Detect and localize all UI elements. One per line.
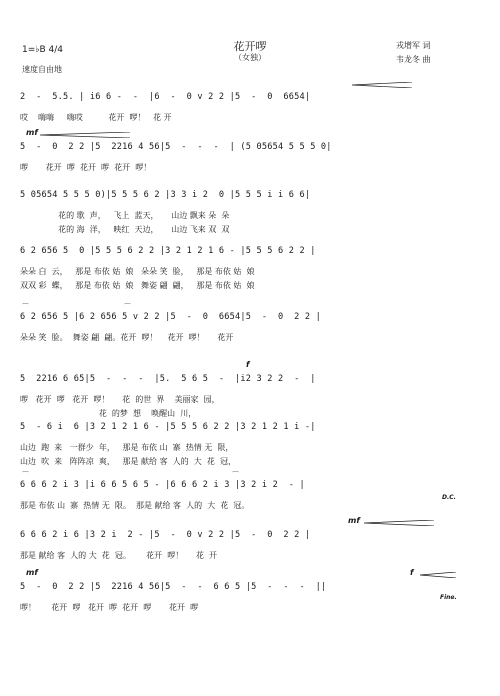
dynamic-mf: mf (26, 128, 38, 137)
lyric-line: 哎 嗨嗨 嗨哎 花开 啰！ 花 开 (20, 113, 172, 122)
fermata-icon: ⌒ (124, 303, 131, 311)
lyric-line: 啰 花开 啰 花开 啰 花开 啰！ (20, 163, 152, 172)
lyric-line: 啰 花开 啰 花开 啰！ 花 的世 界 美丽家 园， (20, 395, 220, 404)
song-subtitle: （女独） (234, 53, 266, 62)
jianpu-notes: 6 2 656 5 |6 2 656 5 v 2 2 |5 - 0 6654|5 - 0 2 2 | (20, 312, 321, 322)
crescendo-hairpin (420, 572, 456, 578)
fermata-icon: ⌒ (232, 471, 239, 479)
fermata-icon: ⌒ (22, 303, 29, 311)
lyricist-credit: 戎增军 词 (396, 41, 431, 50)
dynamic-f: f (246, 360, 250, 369)
composer-credit: 韦龙冬 曲 (396, 55, 431, 64)
key-signature: 1=♭B 4/4 (22, 45, 64, 55)
crescendo-hairpin (364, 520, 434, 526)
fermata-icon: ⌒ (22, 471, 29, 479)
lyric-line: 花 的梦 想 唤醒山 川， (20, 409, 197, 418)
tempo-marking: 速度自由地 (22, 65, 62, 74)
jianpu-notes: 5 05654 5 5 5 0)|5 5 5 6 2 |3 3 i 2 0 |5 5 5 i i 6 6| (20, 190, 311, 200)
jianpu-notes: 5 - 0 2 2 |5 2216 4 56|5 - - 6 6 5 |5 - - - || (20, 582, 327, 592)
jianpu-notes: 6 6 6 2 i 3 |i 6 6 5 6 5 - |6 6 6 2 i 3 |3 2 i 2 - | (20, 480, 305, 490)
lyric-line: 花的 海 洋， 映红 天边， 山边 飞来 双 双 (20, 225, 230, 234)
lyric-line: 花的 歌 声， 飞上 蓝天， 山边 飘来 朵 朵 (20, 211, 230, 220)
lyric-line: 朵朵 白 云， 那是 布依 姑 娘 朵朵 笑 脸， 那是 布依 姑 娘 (20, 267, 255, 276)
fine-mark: Fine. (440, 594, 457, 601)
lyric-line: 山边 跑 来 一群少 年， 那是 布依 山 寨 热情 无 限， (20, 443, 234, 452)
dynamic-mf: mf (26, 568, 38, 577)
crescendo-hairpin (40, 132, 130, 138)
song-title: 花开啰 (233, 40, 267, 53)
crescendo-hairpin (352, 82, 412, 88)
lyric-line: 啰！ 花开 啰 花开 啰 花开 啰 花开 啰 (20, 603, 199, 612)
jianpu-notes: 5 - 6 i 6 |3 2 1 2 1 6 - |5 5 5 6 2 2 |3 2 1 2 1 i -| (20, 422, 316, 432)
dynamic-f: f (410, 568, 414, 577)
da-capo-mark: D.C. (442, 494, 456, 501)
jianpu-notes: 2 - 5.5. | i6 6 - - |6 - 0 v 2 2 |5 - 0 6654| (20, 92, 311, 102)
lyric-line: 朵朵 笑 脸。 舞姿 翩 翩。花开 啰！ 花开 啰！ 花开 (20, 333, 234, 342)
lyric-line: 山边 吹 来 阵阵凉 爽， 那是 献给 客 人的 大 花 冠， (20, 457, 236, 466)
jianpu-notes: 5 2216 6 65|5 - - - |5. 5 6 5 - |i2 3 2 2 - | (20, 374, 316, 384)
jianpu-notes: 6 6 6 2 i 6 |3 2 i 2 - |5 - 0 v 2 2 |5 - 0 2 2 | (20, 530, 311, 540)
dynamic-mf: mf (348, 516, 360, 525)
lyric-line: 双双 彩 蝶， 那是 布依 姑 娘 舞姿 翩 翩， 那是 布依 姑 娘 (20, 281, 255, 290)
jianpu-notes: 5 - 0 2 2 |5 2216 4 56|5 - - - | (5 05654 5 5 5 0| (20, 142, 332, 152)
lyric-line: 那是 献给 客 人的 大 花 冠。 花开 啰！ 花 开 (20, 551, 218, 560)
jianpu-notes: 6 2 656 5 0 |5 5 5 6 2 2 |3 2 1 2 1 6 - |5 5 5 6 2 2 | (20, 246, 316, 256)
lyric-line: 那是 布依 山 寨 热情 无 限。 那是 献给 客 人的 大 花 冠。 (20, 501, 250, 510)
